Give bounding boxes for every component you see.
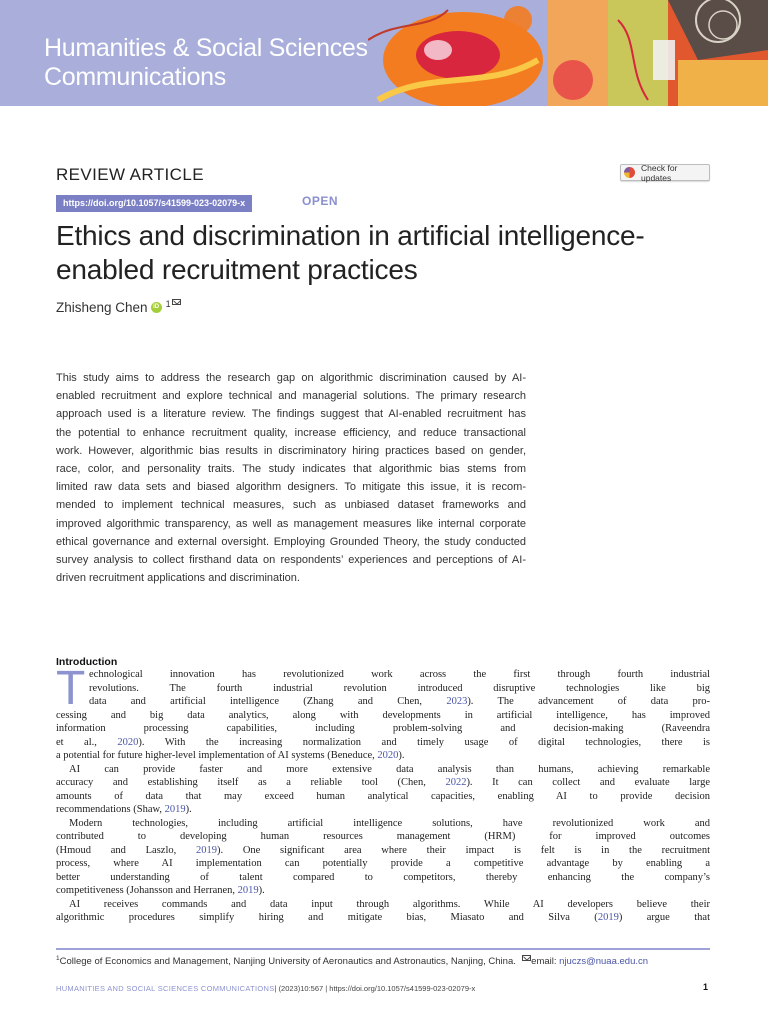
article-type: REVIEW ARTICLE bbox=[56, 165, 204, 184]
body-text-segment: ). bbox=[398, 750, 405, 761]
page-number: 1 bbox=[703, 982, 709, 992]
citation-link[interactable]: 2022 bbox=[445, 777, 467, 788]
journal-banner bbox=[0, 0, 768, 106]
body-text-segment: et al., bbox=[56, 736, 118, 748]
open-access-label: OPEN bbox=[302, 194, 339, 208]
abstract-line: approach used is a literature review. The findings suggest that AI-enabled recruitment has bbox=[56, 408, 526, 421]
body-text-line bbox=[56, 776, 710, 790]
abstract-line: race, color, and personality traits. The study indicates that algorithmic bias stems from bbox=[56, 463, 526, 476]
body-text-segment: data and artificial intelligence (Zhang and Chen, bbox=[89, 696, 447, 707]
article-title-line1: Ethics and discrimination in artificial intelligence- bbox=[56, 220, 645, 251]
footnote-affiliation: College of Economics and Management, Nanjing University of Aeronautics and Astronautics, Nanjing, China. bbox=[59, 956, 516, 968]
body-text-segment: ). The advancement of data pro- bbox=[467, 696, 710, 707]
abstract-line: limited raw data sets and biased algorithm designers. To mitigate this issue, it is recom- bbox=[56, 481, 526, 494]
body-text-line: information processing capabilities, including problem-solving and decision-making (Raveendra bbox=[56, 723, 710, 734]
body-text-segment: ) argue that bbox=[618, 912, 710, 923]
body-text-segment: competitiveness (Johansson and Herranen, bbox=[56, 885, 238, 896]
body-text-line: AI can provide faster and more extensive data analysis than humans, achieving remarkable bbox=[69, 763, 710, 775]
footnote-divider bbox=[56, 948, 710, 950]
body-text-segment: ). One significant area where their impact is felt is in the recruitment bbox=[216, 844, 710, 856]
abstract-line: enabled recruitment and explore technical and managerial solutions. The primary research bbox=[56, 390, 526, 403]
body-text-line: echnological innovation has revolutionized work across the first through fourth industrial bbox=[89, 669, 710, 680]
orcid-icon[interactable]: iD bbox=[151, 302, 162, 313]
footnote-marker: 1 bbox=[56, 955, 60, 962]
body-text-segment: (Hmoud and Laszlo, bbox=[56, 844, 196, 856]
body-text-line bbox=[56, 844, 710, 858]
abstract-line: the potential to enhance recruitment quality, increase efficiency, and reduce transactional bbox=[56, 426, 526, 439]
article-title-line2: enabled recruitment practices bbox=[56, 254, 418, 285]
page-footer bbox=[56, 984, 710, 993]
citation-link[interactable]: 2020 bbox=[117, 736, 139, 748]
footnote-envelope-icon bbox=[522, 955, 531, 961]
body-text-segment: ). With the increasing normalization and timely usage of digital technologies, there is bbox=[138, 736, 711, 748]
citation-link[interactable]: 2019 bbox=[237, 885, 259, 896]
footnote-email-link[interactable]: njuczs@nuaa.edu.cn bbox=[559, 956, 649, 968]
body-text-line: process, where AI implementation can potentially provide a competitive advantage by enabling a bbox=[56, 858, 710, 869]
check-for-updates-label: Check for updates bbox=[641, 162, 678, 183]
affiliation-marker[interactable]: 1 bbox=[165, 298, 171, 309]
doi-link[interactable]: https://doi.org/10.1057/s41599-023-02079-x bbox=[56, 195, 252, 212]
body-text-segment: ). bbox=[185, 804, 192, 815]
abstract-line: driven recruitment applications and discrimination. bbox=[56, 572, 300, 585]
crossmark-icon bbox=[624, 167, 635, 178]
body-text-segment: recommendations (Shaw, bbox=[56, 804, 165, 815]
abstract-line: improved algorithmic transparency, as well as management measures like internal corporate bbox=[56, 517, 526, 530]
body-text-line: cessing and big data analytics, along with developments in artificial intelligence, has improved bbox=[56, 709, 710, 721]
body-text-line: Modern technologies, including artificial intelligence solutions, have revolutionized work and bbox=[69, 817, 710, 829]
abstract-line: This study aims to address the research gap on algorithmic discrimination caused by AI- bbox=[56, 372, 526, 384]
citation-link[interactable]: 2019 bbox=[164, 804, 186, 815]
body-text-segment: algorithmic procedures simplify hiring and mitigate bias, Miasato and Silva ( bbox=[56, 912, 598, 923]
author-line bbox=[56, 300, 181, 315]
body-text-segment: a potential for future higher-level implementation of AI systems (Beneduce, bbox=[56, 750, 378, 761]
citation-link[interactable]: 2020 bbox=[377, 750, 399, 761]
abstract-line: survey analysis to collect firsthand data on respondents’ experiences and perceptions of AI- bbox=[56, 554, 526, 567]
body-text-segment: ). It can collect and evaluate large bbox=[466, 777, 710, 788]
body-text-line bbox=[56, 695, 710, 709]
journal-name-line2: Communications bbox=[44, 63, 226, 91]
citation-link[interactable]: 2023 bbox=[446, 696, 468, 707]
abstract-line: mended to implement technical measures, such as unbiased dataset frameworks and bbox=[56, 499, 526, 512]
body-text-line: amounts of data that may exceed human analytical capacities, enabling AI to provide decision bbox=[56, 790, 710, 802]
envelope-icon[interactable] bbox=[172, 299, 181, 305]
footer-citation: | (2023)10:567 | https://doi.org/10.1057/s41599-023-02079-x bbox=[274, 984, 476, 993]
body-text-line: better understanding of talent compared to competitors, thereby enhancing the company’s bbox=[56, 871, 710, 883]
abstract-line: ethical governance and external oversight. Employing Grounded Theory, the study conducted bbox=[56, 535, 526, 548]
body-text-line bbox=[56, 749, 710, 763]
check-for-updates-button[interactable] bbox=[620, 164, 710, 181]
abstract-line: work. However, algorithmic bias results in discriminatory hiring practices based on gender, bbox=[56, 444, 526, 457]
author-name[interactable]: Zhisheng Chen bbox=[56, 300, 148, 315]
citation-link[interactable]: 2019 bbox=[597, 912, 619, 923]
dropcap-letter: T bbox=[56, 662, 86, 715]
footer-journal-name: HUMANITIES AND SOCIAL SCIENCES COMMUNICATIONS bbox=[56, 984, 275, 993]
body-text-segment: ). bbox=[258, 885, 265, 896]
body-text-line bbox=[56, 803, 710, 817]
body-text-line: revolutions. The fourth industrial revolution introduced disruptive technologies like big bbox=[89, 682, 710, 694]
body-text-line: AI receives commands and data input through algorithms. While AI developers believe their bbox=[69, 898, 710, 910]
affiliation-footnote bbox=[56, 955, 710, 967]
article-title bbox=[56, 219, 726, 287]
body-text-line bbox=[56, 911, 710, 925]
journal-name-line1: Humanities & Social Sciences bbox=[44, 34, 368, 62]
footnote-email-label: email: bbox=[531, 956, 560, 968]
body-text-line bbox=[56, 884, 710, 898]
section-heading-introduction: Introduction bbox=[56, 656, 118, 668]
body-text-line bbox=[56, 736, 710, 750]
citation-link[interactable]: 2019 bbox=[195, 844, 217, 856]
journal-name bbox=[44, 34, 368, 92]
body-text-line: contributed to developing human resources management (HRM) for improved outcomes bbox=[56, 831, 710, 842]
abstract bbox=[56, 369, 526, 587]
banner-artwork bbox=[368, 0, 768, 106]
body-text-segment: accuracy and establishing itself as a reliable tool (Chen, bbox=[56, 777, 446, 788]
